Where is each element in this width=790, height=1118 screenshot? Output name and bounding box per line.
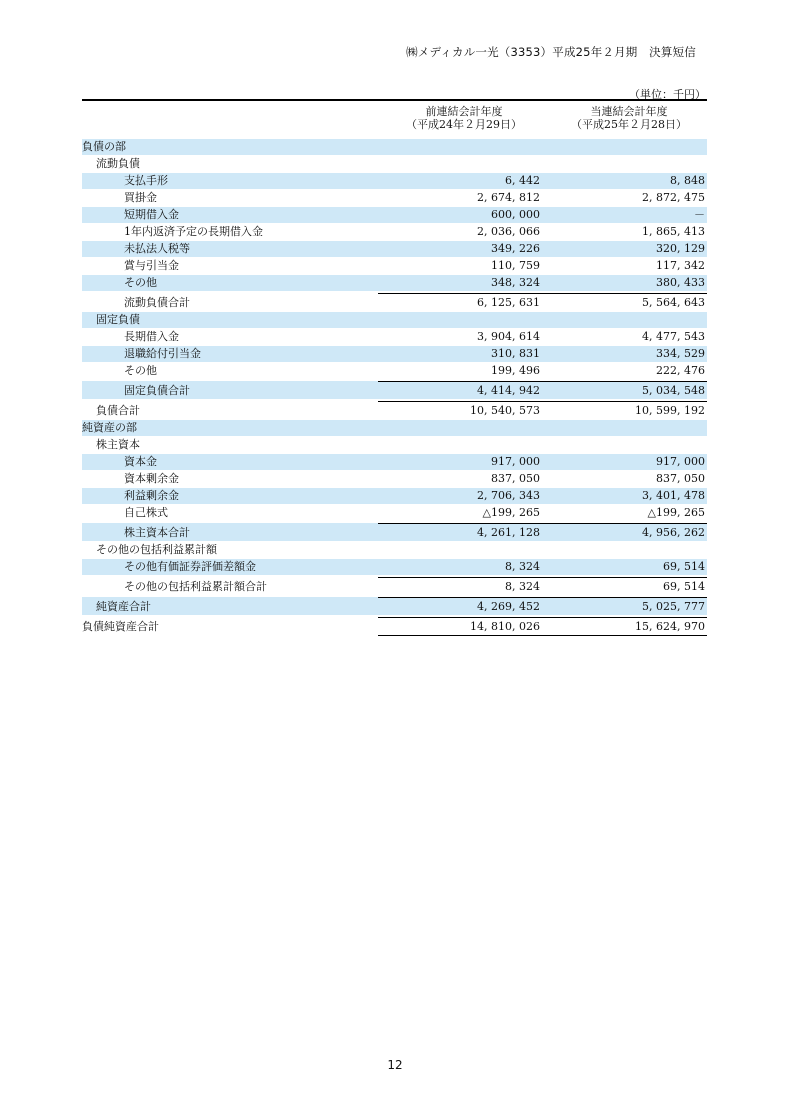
table-row [82, 542, 707, 558]
row-label: 株主資本合計 [124, 526, 190, 539]
row-label: その他有価証券評価差額金 [124, 560, 256, 573]
top-rule [82, 99, 707, 101]
table-total-row [82, 401, 707, 419]
table-row [82, 471, 707, 487]
row-label: 負債合計 [96, 404, 140, 417]
value-current-year: 1, 865, 413 [642, 225, 705, 238]
value-current-year: 4, 477, 543 [642, 330, 705, 343]
table-row [82, 454, 707, 470]
table-total-row [82, 381, 707, 399]
column-header-current [554, 105, 704, 131]
row-label: 流動負債 [96, 157, 140, 170]
row-label: 純資産合計 [96, 600, 151, 613]
column-header-date: （平成24年２月29日） [406, 118, 522, 131]
table-row [82, 139, 707, 155]
value-previous-year: △199, 265 [482, 506, 540, 519]
value-current-year: 5, 034, 548 [642, 384, 705, 397]
unit-note: （単位：千円） [629, 88, 706, 101]
value-current-year: 15, 624, 970 [635, 620, 705, 633]
value-previous-year: 2, 036, 066 [477, 225, 540, 238]
row-label: 退職給付引当金 [124, 347, 201, 360]
value-previous-year: 6, 125, 631 [477, 296, 540, 309]
value-current-year: 5, 564, 643 [642, 296, 705, 309]
column-header-date: （平成25年２月28日） [571, 118, 687, 131]
column-header-title: 当連結会計年度 [590, 105, 668, 118]
table-row [82, 420, 707, 436]
row-label: 利益剰余金 [124, 489, 179, 502]
table-row [82, 488, 707, 504]
value-current-year: 2, 872, 475 [642, 191, 705, 204]
row-label: 流動負債合計 [124, 296, 190, 309]
row-label: 長期借入金 [124, 330, 179, 343]
value-current-year: 917, 000 [656, 455, 705, 468]
table-row [82, 363, 707, 379]
table-row [82, 241, 707, 257]
value-previous-year: 199, 496 [491, 364, 540, 377]
value-current-year: △199, 265 [647, 506, 705, 519]
table-row [82, 505, 707, 521]
value-current-year: 3, 401, 478 [642, 489, 705, 502]
document-header: ㈱メディカル一光（3353）平成25年２月期 決算短信 [406, 45, 696, 59]
table-row [82, 275, 707, 291]
row-label: その他 [124, 276, 157, 289]
table-total-row [82, 577, 707, 595]
value-previous-year: 8, 324 [505, 560, 540, 573]
column-headers [82, 105, 707, 137]
value-previous-year: 348, 324 [491, 276, 540, 289]
value-previous-year: 4, 414, 942 [477, 384, 540, 397]
column-header-title: 前連結会計年度 [425, 105, 503, 118]
row-label: 支払手形 [124, 174, 168, 187]
value-previous-year: 8, 324 [505, 580, 540, 593]
row-label: 負債の部 [82, 140, 126, 153]
row-label: その他の包括利益累計額 [96, 543, 217, 556]
value-previous-year: 14, 810, 026 [470, 620, 540, 633]
table-total-row [82, 293, 707, 311]
row-label: 資本剰余金 [124, 472, 179, 485]
row-label: 純資産の部 [82, 421, 137, 434]
value-previous-year: 110, 759 [491, 259, 540, 272]
table-total-row [82, 597, 707, 615]
table-row [82, 173, 707, 189]
table-row [82, 207, 707, 223]
column-header-previous [389, 105, 539, 131]
table-row [82, 329, 707, 345]
row-label: 固定負債 [96, 313, 140, 326]
row-label: その他の包括利益累計額合計 [124, 580, 267, 593]
table-row [82, 156, 707, 172]
value-current-year: 4, 956, 262 [642, 526, 705, 539]
value-current-year: 5, 025, 777 [642, 600, 705, 613]
value-current-year: － [694, 208, 705, 221]
table-row [82, 346, 707, 362]
value-previous-year: 837, 050 [491, 472, 540, 485]
table-row [82, 312, 707, 328]
value-previous-year: 2, 674, 812 [477, 191, 540, 204]
row-label: 資本金 [124, 455, 157, 468]
value-previous-year: 349, 226 [491, 242, 540, 255]
value-previous-year: 3, 904, 614 [477, 330, 540, 343]
row-label: 負債純資産合計 [82, 620, 159, 633]
value-previous-year: 4, 261, 128 [477, 526, 540, 539]
value-current-year: 380, 433 [656, 276, 705, 289]
value-current-year: 334, 529 [656, 347, 705, 360]
value-previous-year: 10, 540, 573 [470, 404, 540, 417]
table-row [82, 258, 707, 274]
value-current-year: 837, 050 [656, 472, 705, 485]
table-row [82, 224, 707, 240]
row-label: 短期借入金 [124, 208, 179, 221]
table-total-row [82, 617, 707, 635]
row-label: 未払法人税等 [124, 242, 190, 255]
balance-sheet-table [82, 139, 707, 636]
row-label: 固定負債合計 [124, 384, 190, 397]
value-current-year: 320, 129 [656, 242, 705, 255]
value-previous-year: 4, 269, 452 [477, 600, 540, 613]
value-previous-year: 2, 706, 343 [477, 489, 540, 502]
value-previous-year: 917, 000 [491, 455, 540, 468]
value-previous-year: 600, 000 [491, 208, 540, 221]
value-current-year: 117, 342 [656, 259, 705, 272]
row-label: 自己株式 [124, 506, 168, 519]
row-label: 賞与引当金 [124, 259, 179, 272]
subtotal-rule [378, 577, 707, 578]
row-label: 買掛金 [124, 191, 157, 204]
value-previous-year: 6, 442 [505, 174, 540, 187]
value-current-year: 222, 476 [656, 364, 705, 377]
row-label: 株主資本 [96, 438, 140, 451]
table-row [82, 437, 707, 453]
table-total-row [82, 523, 707, 541]
table-row [82, 190, 707, 206]
value-current-year: 69, 514 [663, 560, 705, 573]
value-previous-year: 310, 831 [491, 347, 540, 360]
value-current-year: 69, 514 [663, 580, 705, 593]
value-current-year: 8, 848 [670, 174, 705, 187]
table-row [82, 559, 707, 575]
row-label: その他 [124, 364, 157, 377]
value-current-year: 10, 599, 192 [635, 404, 705, 417]
page-number: 12 [387, 1058, 403, 1072]
row-label: 1年内返済予定の長期借入金 [124, 225, 263, 238]
